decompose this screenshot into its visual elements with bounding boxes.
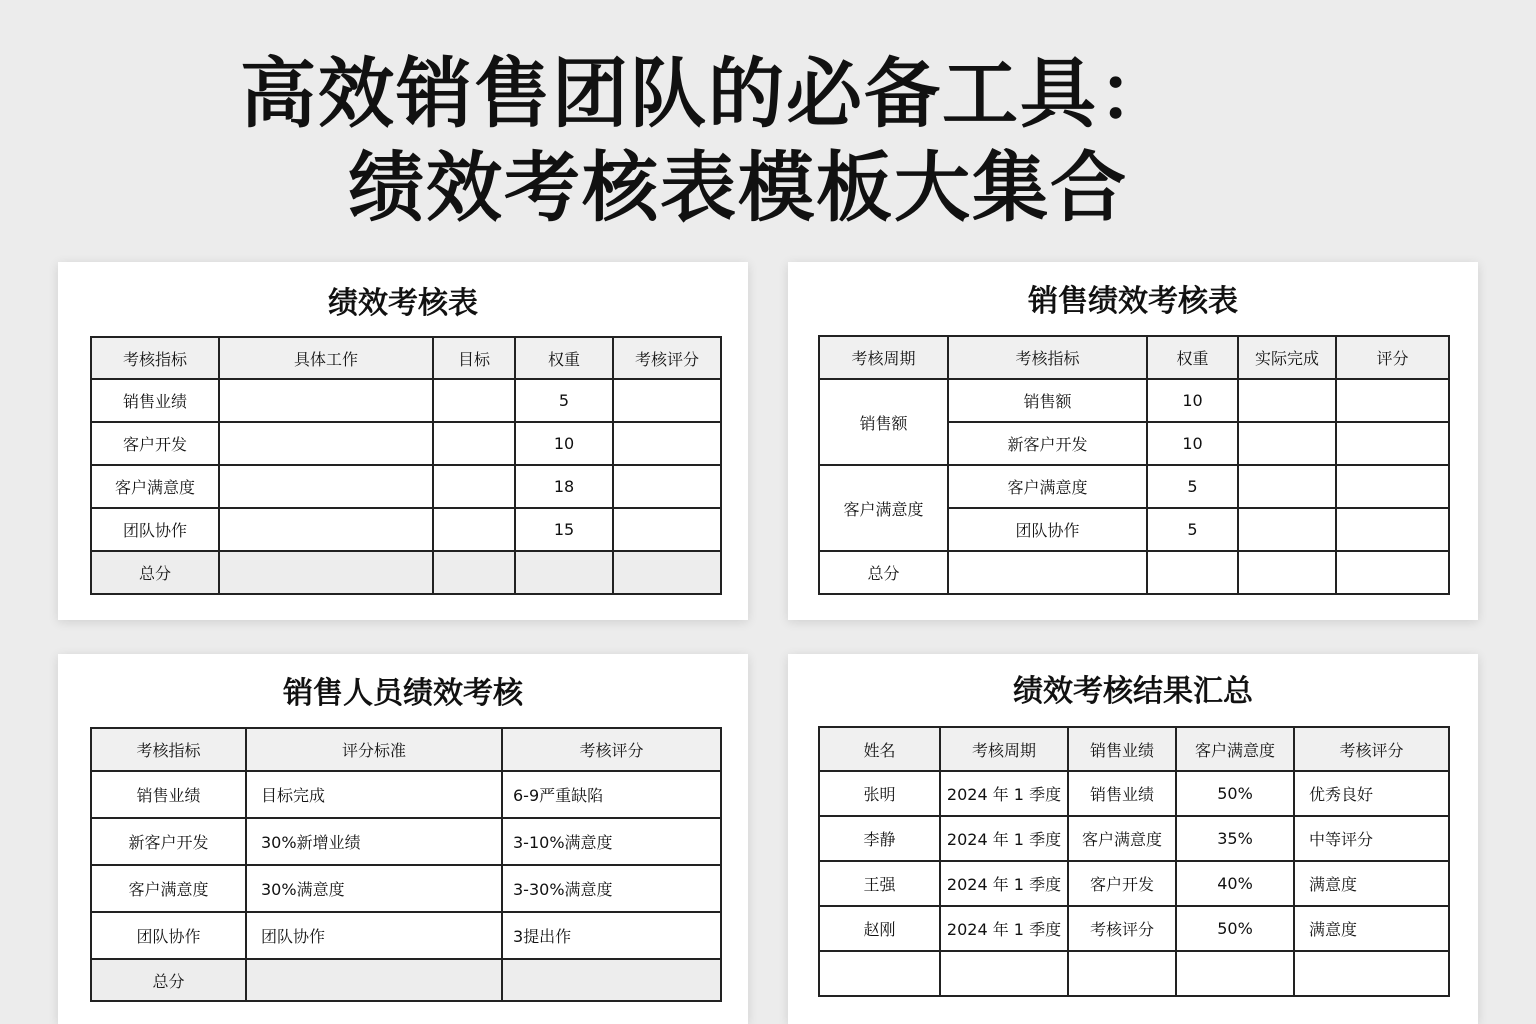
table-row bbox=[819, 951, 1449, 996]
column-header: 评分标准 bbox=[246, 728, 502, 771]
table-cell: 团队协作 bbox=[91, 912, 246, 959]
table-cell bbox=[1238, 422, 1336, 465]
table-cell: 客户开发 bbox=[1068, 861, 1176, 906]
table-cell: 新客户开发 bbox=[91, 818, 246, 865]
card-performance-table bbox=[58, 262, 748, 620]
total-row bbox=[91, 959, 721, 1001]
table-row bbox=[819, 906, 1449, 951]
table-cell: 团队协作 bbox=[91, 508, 219, 551]
table-cell bbox=[948, 551, 1147, 594]
table-cell bbox=[613, 508, 721, 551]
table-cell bbox=[1336, 422, 1449, 465]
table-cell: 满意度 bbox=[1294, 861, 1449, 906]
column-header: 评分 bbox=[1336, 336, 1449, 379]
table-row bbox=[91, 771, 721, 818]
table-cell bbox=[1238, 551, 1336, 594]
table-cell: 客户满意度 bbox=[91, 465, 219, 508]
table-cell bbox=[502, 959, 721, 1001]
column-header: 实际完成 bbox=[1238, 336, 1336, 379]
table-cell: 客户开发 bbox=[91, 422, 219, 465]
table-cell bbox=[613, 422, 721, 465]
card-title: 销售绩效考核表 bbox=[1028, 284, 1238, 319]
table-cell: 15 bbox=[515, 508, 613, 551]
table-cell: 销售额 bbox=[948, 379, 1147, 422]
column-header: 考核指标 bbox=[91, 337, 219, 379]
table-cell: 30%满意度 bbox=[246, 865, 502, 912]
table-cell: 销售业绩 bbox=[1068, 771, 1176, 816]
card-title: 销售人员绩效考核 bbox=[283, 676, 523, 711]
table-cell: 10 bbox=[1147, 379, 1238, 422]
table-cell: 3提出作 bbox=[502, 912, 721, 959]
table-cell: 新客户开发 bbox=[948, 422, 1147, 465]
table-cell bbox=[613, 551, 721, 594]
table-row bbox=[91, 818, 721, 865]
table-cell: 40% bbox=[1176, 861, 1294, 906]
main-title-line2: 绩效考核表模板大集合 bbox=[348, 143, 1128, 232]
table-cell: 2024 年 1 季度 bbox=[940, 906, 1068, 951]
table-cell: 18 bbox=[515, 465, 613, 508]
table-cell bbox=[1336, 465, 1449, 508]
table-cell: 3-10%满意度 bbox=[502, 818, 721, 865]
table-row bbox=[819, 771, 1449, 816]
table-row bbox=[91, 422, 721, 465]
table-cell: 考核评分 bbox=[1068, 906, 1176, 951]
salesperson-evaluation-table bbox=[90, 727, 722, 1002]
card-results-summary bbox=[788, 654, 1478, 1024]
table-cell bbox=[1176, 951, 1294, 996]
column-header: 权重 bbox=[1147, 336, 1238, 379]
table-cell: 6-9严重缺陷 bbox=[502, 771, 721, 818]
table-cell: 李静 bbox=[819, 816, 940, 861]
column-header: 客户满意度 bbox=[1176, 727, 1294, 771]
total-label: 总分 bbox=[91, 551, 219, 594]
sales-performance-table bbox=[818, 335, 1450, 595]
table-cell: 2024 年 1 季度 bbox=[940, 816, 1068, 861]
table-cell bbox=[1238, 508, 1336, 551]
table-header-row bbox=[91, 337, 721, 379]
column-header: 考核指标 bbox=[948, 336, 1147, 379]
results-summary-table bbox=[818, 726, 1450, 997]
table-cell bbox=[219, 379, 433, 422]
table-cell: 5 bbox=[1147, 465, 1238, 508]
table-cell: 团队协作 bbox=[246, 912, 502, 959]
table-cell: 5 bbox=[515, 379, 613, 422]
table-cell: 50% bbox=[1176, 906, 1294, 951]
group-cell: 客户满意度 bbox=[819, 465, 948, 551]
table-row bbox=[819, 465, 1449, 508]
card-salesperson-evaluation bbox=[58, 654, 748, 1024]
column-header: 考核周期 bbox=[940, 727, 1068, 771]
column-header: 考核评分 bbox=[502, 728, 721, 771]
table-cell: 3-30%满意度 bbox=[502, 865, 721, 912]
table-cell: 10 bbox=[1147, 422, 1238, 465]
table-cell bbox=[219, 465, 433, 508]
table-cell bbox=[246, 959, 502, 1001]
table-header-row bbox=[819, 336, 1449, 379]
performance-table bbox=[90, 336, 722, 595]
total-label: 总分 bbox=[91, 959, 246, 1001]
table-cell bbox=[219, 508, 433, 551]
column-header: 权重 bbox=[515, 337, 613, 379]
table-cell: 2024 年 1 季度 bbox=[940, 771, 1068, 816]
table-cell: 30%新增业绩 bbox=[246, 818, 502, 865]
table-cell: 销售业绩 bbox=[91, 771, 246, 818]
table-row bbox=[91, 465, 721, 508]
table-cell bbox=[515, 551, 613, 594]
table-cell bbox=[819, 951, 940, 996]
table-cell bbox=[1336, 379, 1449, 422]
table-cell bbox=[433, 379, 515, 422]
table-cell bbox=[1238, 379, 1336, 422]
table-cell bbox=[1068, 951, 1176, 996]
table-cell bbox=[219, 422, 433, 465]
column-header: 具体工作 bbox=[219, 337, 433, 379]
card-sales-performance-table bbox=[788, 262, 1478, 620]
table-header-row bbox=[819, 727, 1449, 771]
table-cell bbox=[1294, 951, 1449, 996]
table-cell bbox=[613, 465, 721, 508]
table-cell bbox=[1147, 551, 1238, 594]
table-cell bbox=[433, 508, 515, 551]
table-header-row bbox=[91, 728, 721, 771]
table-cell bbox=[1336, 551, 1449, 594]
table-row bbox=[91, 912, 721, 959]
total-row bbox=[91, 551, 721, 594]
table-row bbox=[819, 861, 1449, 906]
table-cell bbox=[613, 379, 721, 422]
table-cell bbox=[1238, 465, 1336, 508]
table-cell: 5 bbox=[1147, 508, 1238, 551]
table-cell bbox=[433, 551, 515, 594]
card-title: 绩效考核表 bbox=[328, 286, 478, 321]
table-cell: 王强 bbox=[819, 861, 940, 906]
table-cell: 客户满意度 bbox=[948, 465, 1147, 508]
table-cell bbox=[219, 551, 433, 594]
column-header: 考核评分 bbox=[1294, 727, 1449, 771]
table-cell: 35% bbox=[1176, 816, 1294, 861]
table-row bbox=[91, 508, 721, 551]
table-cell: 赵刚 bbox=[819, 906, 940, 951]
column-header: 考核评分 bbox=[613, 337, 721, 379]
table-cell: 50% bbox=[1176, 771, 1294, 816]
table-cell: 团队协作 bbox=[948, 508, 1147, 551]
table-cell bbox=[1336, 508, 1449, 551]
column-header: 考核指标 bbox=[91, 728, 246, 771]
table-cell bbox=[433, 465, 515, 508]
table-cell bbox=[940, 951, 1068, 996]
total-label: 总分 bbox=[819, 551, 948, 594]
table-row bbox=[819, 379, 1449, 422]
table-cell: 客户满意度 bbox=[1068, 816, 1176, 861]
table-row bbox=[91, 865, 721, 912]
column-header: 销售业绩 bbox=[1068, 727, 1176, 771]
table-cell: 客户满意度 bbox=[91, 865, 246, 912]
total-row bbox=[819, 551, 1449, 594]
table-cell: 满意度 bbox=[1294, 906, 1449, 951]
table-row bbox=[819, 816, 1449, 861]
column-header: 目标 bbox=[433, 337, 515, 379]
table-cell: 中等评分 bbox=[1294, 816, 1449, 861]
table-cell: 优秀良好 bbox=[1294, 771, 1449, 816]
group-cell: 销售额 bbox=[819, 379, 948, 465]
table-cell: 张明 bbox=[819, 771, 940, 816]
table-cell bbox=[433, 422, 515, 465]
table-cell: 2024 年 1 季度 bbox=[940, 861, 1068, 906]
card-title: 绩效考核结果汇总 bbox=[1013, 674, 1253, 709]
table-cell: 目标完成 bbox=[246, 771, 502, 818]
table-cell: 10 bbox=[515, 422, 613, 465]
table-cell: 销售业绩 bbox=[91, 379, 219, 422]
column-header: 姓名 bbox=[819, 727, 940, 771]
main-title-line1: 高效销售团队的必备工具： bbox=[240, 49, 1176, 138]
table-row bbox=[91, 379, 721, 422]
column-header: 考核周期 bbox=[819, 336, 948, 379]
